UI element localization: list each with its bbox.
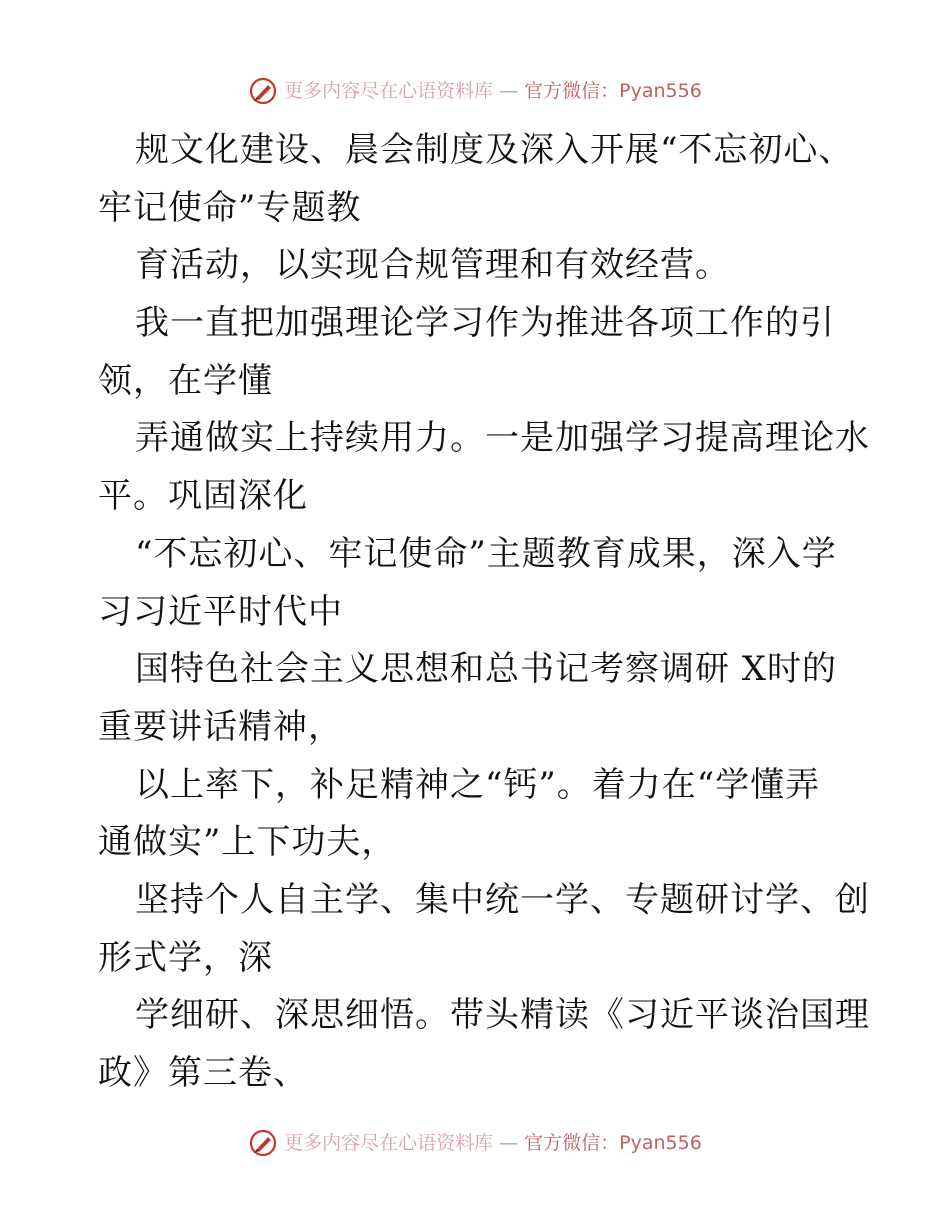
pen-logo-icon	[248, 1128, 278, 1158]
text-line-2: 牢记使命”专题教	[98, 187, 362, 228]
text-line-6: 弄通做实上持续用力。一是加强学习提高理论水	[135, 418, 870, 459]
document-body	[98, 122, 898, 1103]
text-line-10: 国特色社会主义思想和总书记考察调研 X时的	[135, 649, 838, 690]
watermark-contact: 官方微信：Pyan556	[524, 1132, 702, 1154]
text-line-15: 形式学，深	[98, 937, 273, 978]
text-line-11: 重要讲话精神，	[98, 706, 343, 747]
text-line-3: 育活动，以实现合规管理和有效经营。	[135, 245, 730, 286]
text-line-14: 坚持个人自主学、集中统一学、专题研讨学、创	[135, 879, 870, 920]
watermark-title: 更多内容尽在心语资料库	[284, 80, 494, 102]
watermark-dash: —	[499, 1132, 519, 1154]
pen-logo-icon	[248, 76, 278, 106]
text-line-9: 习习近平时代中	[98, 591, 343, 632]
text-line-17: 政》第三卷、	[98, 1053, 308, 1093]
watermark-title: 更多内容尽在心语资料库	[284, 1132, 494, 1154]
text-line-7: 平。巩固深化	[98, 476, 308, 517]
header-watermark	[0, 76, 950, 106]
watermark-dash: —	[499, 80, 519, 102]
text-line-1: 规文化建设、晨会制度及深入开展“不忘初心、	[135, 130, 854, 170]
text-line-4: 我一直把加强理论学习作为推进各项工作的引	[135, 303, 835, 344]
watermark-contact: 官方微信：Pyan556	[524, 80, 702, 102]
text-line-12: 以上率下，补足精神之“钙”。着力在“学懂弄	[135, 764, 821, 805]
footer-watermark	[0, 1128, 950, 1158]
text-line-8: “不忘初心、牢记使命”主题教育成果，深入学	[135, 533, 837, 574]
text-line-5: 领，在学懂	[98, 360, 273, 401]
text-line-16: 学细研、深思细悟。带头精读《习近平谈治国理	[135, 995, 870, 1036]
text-line-13: 通做实”上下功夫，	[98, 822, 397, 863]
